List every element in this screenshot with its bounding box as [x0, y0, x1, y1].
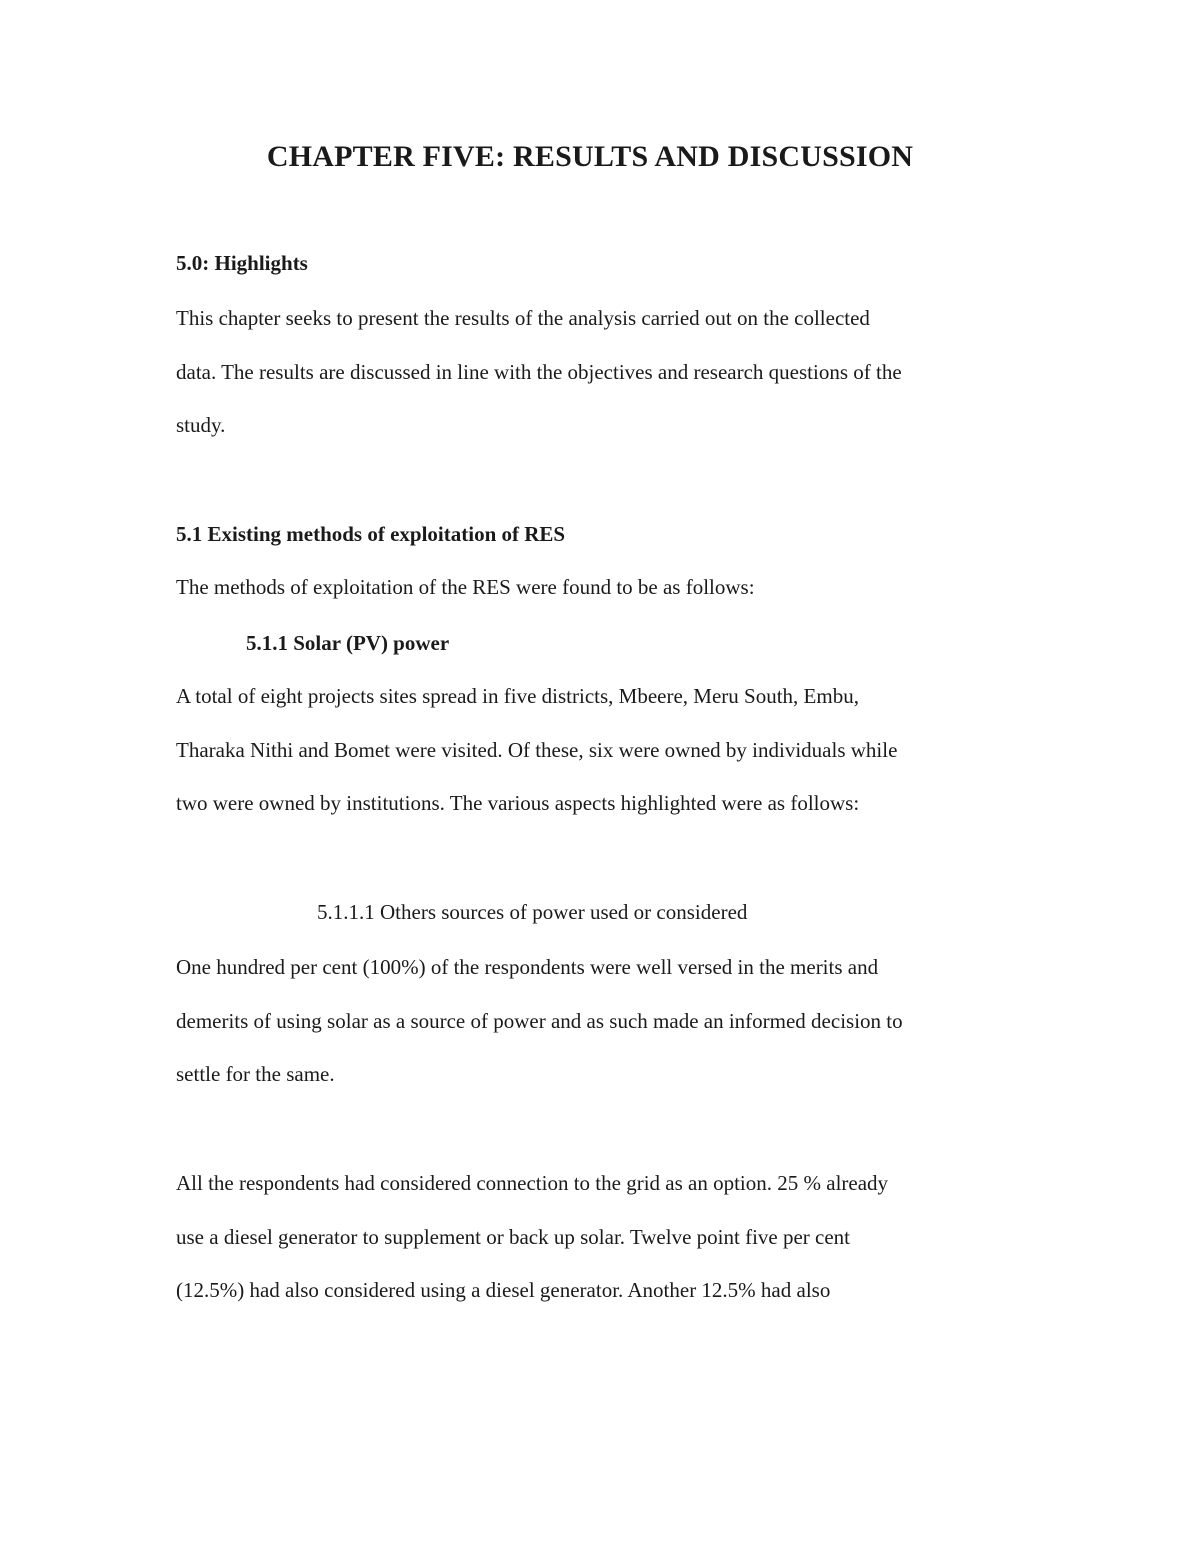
paragraph-line: demerits of using solar as a source of power and as such made an informed decision to — [176, 1008, 903, 1033]
paragraph-line: data. The results are discussed in line with the objectives and research questions of the — [176, 359, 902, 384]
paragraph-line: settle for the same. — [176, 1062, 335, 1086]
section-5-1-1-1-paragraph-2 — [176, 1157, 1016, 1318]
paragraph-line: two were owned by institutions. The various aspects highlighted were as follows: — [176, 791, 860, 815]
paragraph-line: All the respondents had considered connection to the grid as an option. 25 % already — [176, 1171, 889, 1195]
paragraph-line: One hundred per cent (100%) of the respondents were well versed in the merits and — [176, 955, 879, 979]
paragraph-line: Tharaka Nithi and Bomet were visited. Of these, six were owned by individuals while — [176, 737, 898, 762]
chapter-title: CHAPTER FIVE: RESULTS AND DISCUSSION — [266, 140, 914, 173]
paragraph-line: This chapter seeks to present the results of the analysis carried out on the collected — [176, 306, 870, 330]
section-5-0-heading: 5.0: Highlights — [176, 251, 308, 275]
section-5-1-1-1-heading: 5.1.1.1 Others sources of power used or considered — [317, 900, 748, 924]
paragraph-line: The methods of exploitation of the RES were found to be as follows: — [176, 575, 755, 599]
paragraph-line: A total of eight projects sites spread in five districts, Mbeere, Meru South, Embu, — [176, 684, 859, 708]
paragraph-line: use a diesel generator to supplement or back up solar. Twelve point five per cent — [176, 1224, 851, 1249]
section-5-1-1-1-paragraph-1 — [176, 941, 1016, 1102]
paragraph-line: study. — [176, 413, 226, 437]
section-5-1-paragraph — [176, 561, 1016, 615]
section-5-1-1-paragraph — [176, 670, 1016, 831]
section-5-1-1-heading: 5.1.1 Solar (PV) power — [246, 631, 450, 655]
section-5-1-heading: 5.1 Existing methods of exploitation of RES — [176, 522, 566, 546]
section-5-0-paragraph — [176, 292, 1016, 453]
paragraph-line: (12.5%) had also considered using a diesel generator. Another 12.5% had also — [176, 1278, 831, 1302]
